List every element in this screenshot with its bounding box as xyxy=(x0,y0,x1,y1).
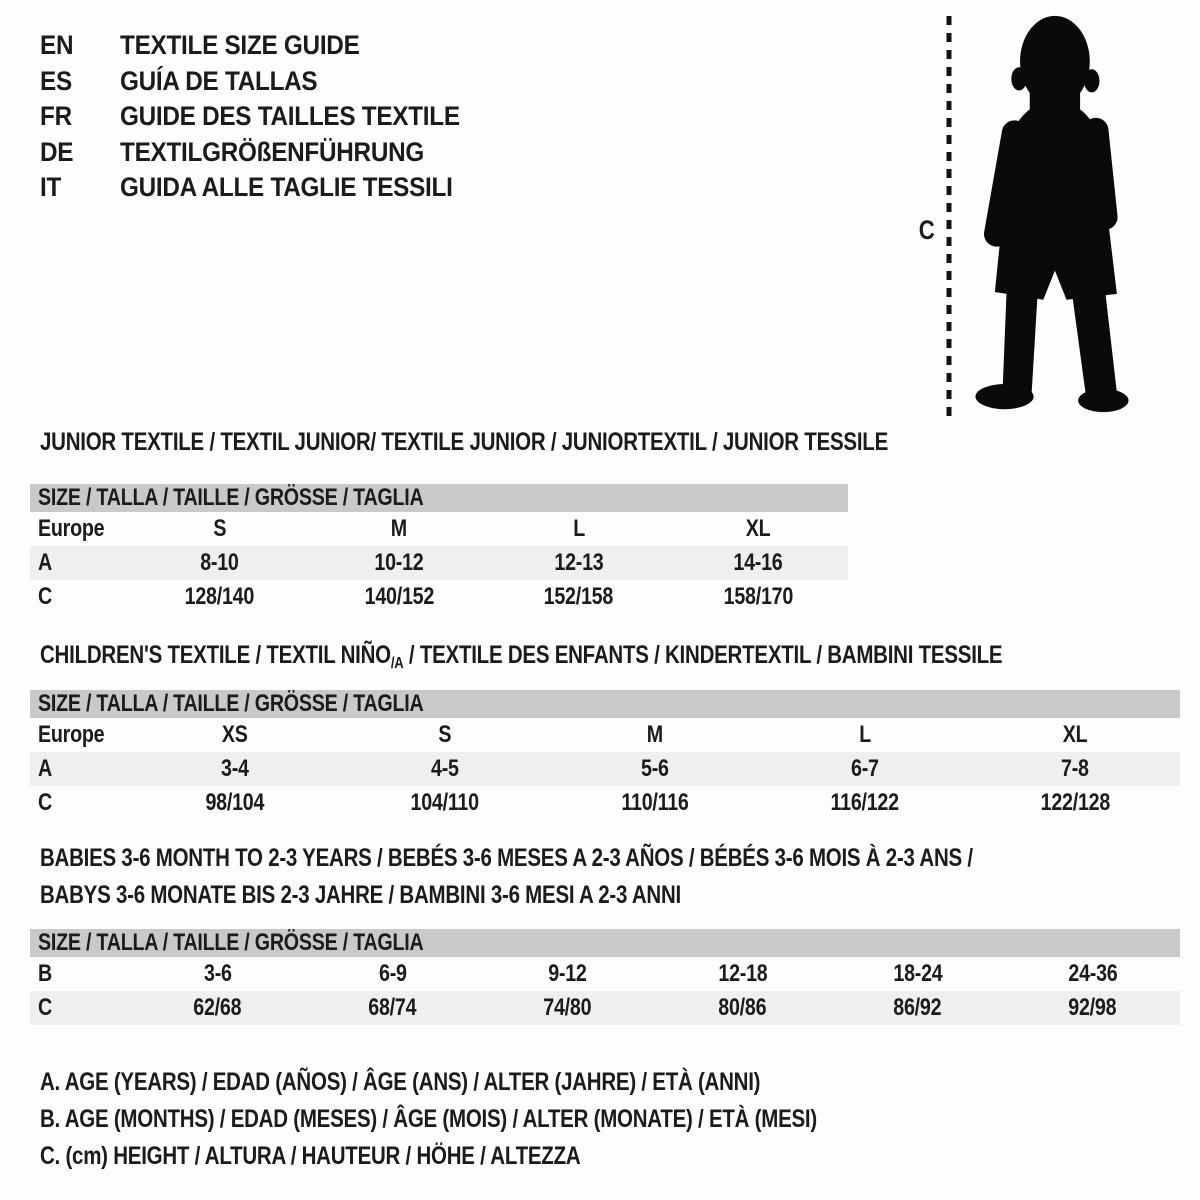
table-cell xyxy=(340,752,550,786)
language-code: FR xyxy=(40,101,72,131)
babies-section-title-line2: BABYS 3-6 MONATE BIS 2-3 JAHRE / BAMBINI 3-6 MESI A 2-3 ANNI xyxy=(40,881,681,909)
table-cell xyxy=(1005,957,1180,991)
language-title: TEXTILGRÖßENFÜHRUNG xyxy=(120,136,425,167)
height-value: 116/122 xyxy=(830,789,900,816)
junior-height-row xyxy=(30,580,848,614)
table-cell xyxy=(130,957,305,991)
table-cell xyxy=(1005,991,1180,1025)
children-size-table xyxy=(30,690,1180,820)
legend-row-b xyxy=(40,1101,988,1138)
height-value: 122/128 xyxy=(1040,789,1110,816)
table-cell xyxy=(130,752,340,786)
age-value: 10-12 xyxy=(374,549,424,576)
table-cell xyxy=(830,957,1005,991)
height-measure-line xyxy=(944,16,954,416)
children-section-title-text xyxy=(40,640,1002,679)
table-cell xyxy=(310,546,490,580)
language-code: ES xyxy=(40,65,72,96)
table-cell xyxy=(310,512,490,546)
baby-ear-left xyxy=(1011,67,1026,90)
children-columns-row xyxy=(30,718,1180,752)
baby-foot-left xyxy=(975,384,1033,409)
height-value: 140/152 xyxy=(364,583,434,610)
table-cell xyxy=(30,546,130,580)
height-value: 68/74 xyxy=(368,994,417,1021)
table-cell xyxy=(760,786,970,820)
height-value: 98/104 xyxy=(205,789,265,816)
months-value: 3-6 xyxy=(203,960,232,987)
height-value: 92/98 xyxy=(1068,994,1117,1021)
children-section-title xyxy=(40,640,1200,679)
baby-leg-left xyxy=(1003,294,1038,393)
children-title-post: / TEXTILE DES ENFANTS / KINDERTEXTIL / BAMBINI TESSILE xyxy=(403,641,1003,669)
table-cell xyxy=(30,991,130,1025)
age-value: 5-6 xyxy=(641,755,669,782)
age-value: 14-16 xyxy=(733,549,783,576)
table-cell xyxy=(130,991,305,1025)
language-code: IT xyxy=(40,172,62,202)
height-value: 152/158 xyxy=(544,583,614,610)
table-cell xyxy=(480,957,655,991)
table-cell xyxy=(550,718,760,752)
size-header-label: SIZE / TALLA / TAILLE / GRÖSSE / TAGLIA xyxy=(38,690,424,717)
language-title: GUIDE DES TAILLES TEXTILE xyxy=(120,101,460,131)
table-cell xyxy=(669,512,849,546)
age-value: 3-4 xyxy=(221,755,249,782)
size-column: S xyxy=(438,721,452,748)
age-value: 8-10 xyxy=(200,549,239,576)
table-cell xyxy=(669,546,849,580)
table-cell xyxy=(340,718,550,752)
junior-section-title-text: JUNIOR TEXTILE / TEXTIL JUNIOR/ TEXTILE JUNIOR / JUNIORTEXTIL / JUNIOR TESSILE xyxy=(40,428,889,456)
size-column: XL xyxy=(745,515,771,542)
months-value: 12-18 xyxy=(717,960,768,987)
table-cell xyxy=(760,752,970,786)
height-measure-label-text: C xyxy=(918,215,935,245)
legend-row-a xyxy=(40,1064,988,1101)
table-cell xyxy=(310,580,490,614)
height-value: 62/68 xyxy=(193,994,242,1021)
months-value: 24-36 xyxy=(1067,960,1118,987)
age-value: 7-8 xyxy=(1061,755,1089,782)
table-cell xyxy=(130,546,310,580)
height-value: 110/116 xyxy=(621,789,689,816)
language-row-es xyxy=(40,64,498,100)
age-value: 4-5 xyxy=(431,755,459,782)
baby-ear-right xyxy=(1084,69,1099,92)
age-value: 12-13 xyxy=(554,549,604,576)
months-value: 18-24 xyxy=(892,960,943,987)
baby-foot-right xyxy=(1078,389,1128,412)
table-cell xyxy=(970,718,1180,752)
table-cell xyxy=(970,752,1180,786)
row-label: A xyxy=(38,755,52,782)
region-label: Europe xyxy=(38,721,105,748)
language-title: GUÍA DE TALLAS xyxy=(120,65,318,96)
table-cell xyxy=(489,580,669,614)
table-cell xyxy=(30,718,130,752)
row-label: C xyxy=(38,994,52,1021)
table-cell xyxy=(550,752,760,786)
size-column: L xyxy=(859,721,871,748)
months-value: 6-9 xyxy=(378,960,407,987)
babies-months-row xyxy=(30,957,1180,991)
language-row-de xyxy=(40,135,498,171)
measurement-legend xyxy=(40,1064,988,1175)
size-column: L xyxy=(572,515,585,542)
babies-section-title-line1: BABIES 3-6 MONTH TO 2-3 YEARS / BEBÉS 3-6 MESES A 2-3 AÑOS / BÉBÉS 3-6 MOIS À 2-3 ANS / xyxy=(40,844,973,872)
table-cell xyxy=(130,512,310,546)
babies-size-table-header xyxy=(30,929,1180,957)
size-header-label: SIZE / TALLA / TAILLE / GRÖSSE / TAGLIA xyxy=(38,484,424,511)
age-value: 6-7 xyxy=(851,755,879,782)
row-label: C xyxy=(38,583,52,610)
children-title-sub: /A xyxy=(390,655,404,672)
size-column: M xyxy=(391,515,408,542)
language-code: EN xyxy=(40,30,74,60)
junior-size-table-header xyxy=(30,484,848,512)
row-label: B xyxy=(38,960,52,987)
babies-size-table xyxy=(30,929,1180,1025)
height-value: 74/80 xyxy=(543,994,592,1021)
table-cell xyxy=(30,957,130,991)
row-label: C xyxy=(38,789,52,816)
table-cell xyxy=(30,752,130,786)
junior-columns-row xyxy=(30,512,848,546)
table-cell xyxy=(130,718,340,752)
table-cell xyxy=(130,580,310,614)
size-header-label: SIZE / TALLA / TAILLE / GRÖSSE / TAGLIA xyxy=(38,929,424,956)
table-cell xyxy=(305,991,480,1025)
table-cell xyxy=(489,512,669,546)
table-cell xyxy=(669,580,849,614)
baby-silhouette-icon xyxy=(966,13,1138,415)
babies-height-row xyxy=(30,991,1180,1025)
language-title: TEXTILE SIZE GUIDE xyxy=(120,30,360,60)
baby-leg-right xyxy=(1072,292,1117,396)
language-row-it xyxy=(40,170,498,206)
table-cell xyxy=(30,512,130,546)
table-cell xyxy=(340,786,550,820)
table-cell xyxy=(655,991,830,1025)
children-age-row xyxy=(30,752,1180,786)
children-height-row xyxy=(30,786,1180,820)
language-code: DE xyxy=(40,136,74,167)
height-value: 104/110 xyxy=(410,789,480,816)
size-column: XS xyxy=(222,721,248,748)
table-cell xyxy=(480,991,655,1025)
babies-section-title xyxy=(40,840,1178,914)
junior-age-row xyxy=(30,546,848,580)
language-row-en xyxy=(40,28,498,64)
height-value: 158/170 xyxy=(723,583,793,610)
height-value: 128/140 xyxy=(185,583,255,610)
language-row-fr xyxy=(40,99,498,135)
children-title-pre: CHILDREN'S TEXTILE / TEXTIL NIÑO xyxy=(40,641,391,669)
legend-text-c: C. (cm) HEIGHT / ALTURA / HAUTEUR / HÖHE / ALTEZZA xyxy=(40,1142,581,1170)
size-column: M xyxy=(646,721,664,748)
table-cell xyxy=(760,718,970,752)
children-size-table-header xyxy=(30,690,1180,718)
junior-section-title xyxy=(40,427,1074,457)
language-list xyxy=(40,28,498,206)
baby-shorts xyxy=(995,197,1117,300)
row-label: A xyxy=(38,549,52,576)
height-value: 80/86 xyxy=(718,994,767,1021)
size-column: XL xyxy=(1062,721,1088,748)
junior-size-table xyxy=(30,484,848,614)
table-cell xyxy=(970,786,1180,820)
table-cell xyxy=(30,786,130,820)
table-cell xyxy=(655,957,830,991)
size-column: S xyxy=(213,515,227,542)
table-cell xyxy=(550,786,760,820)
height-measure-label xyxy=(917,215,936,246)
legend-text-a: A. AGE (YEARS) / EDAD (AÑOS) / ÂGE (ANS) / ALTER (JAHRE) / ETÀ (ANNI) xyxy=(40,1068,761,1096)
height-value: 86/92 xyxy=(893,994,942,1021)
legend-row-c xyxy=(40,1138,988,1175)
table-cell xyxy=(305,957,480,991)
months-value: 9-12 xyxy=(548,960,587,987)
region-label: Europe xyxy=(38,515,105,542)
table-cell xyxy=(130,786,340,820)
legend-text-b: B. AGE (MONTHS) / EDAD (MESES) / ÂGE (MOIS) / ALTER (MONATE) / ETÀ (MESI) xyxy=(40,1105,817,1133)
table-cell xyxy=(489,546,669,580)
table-cell xyxy=(30,580,130,614)
table-cell xyxy=(830,991,1005,1025)
language-title: GUIDA ALLE TAGLIE TESSILI xyxy=(120,172,453,202)
